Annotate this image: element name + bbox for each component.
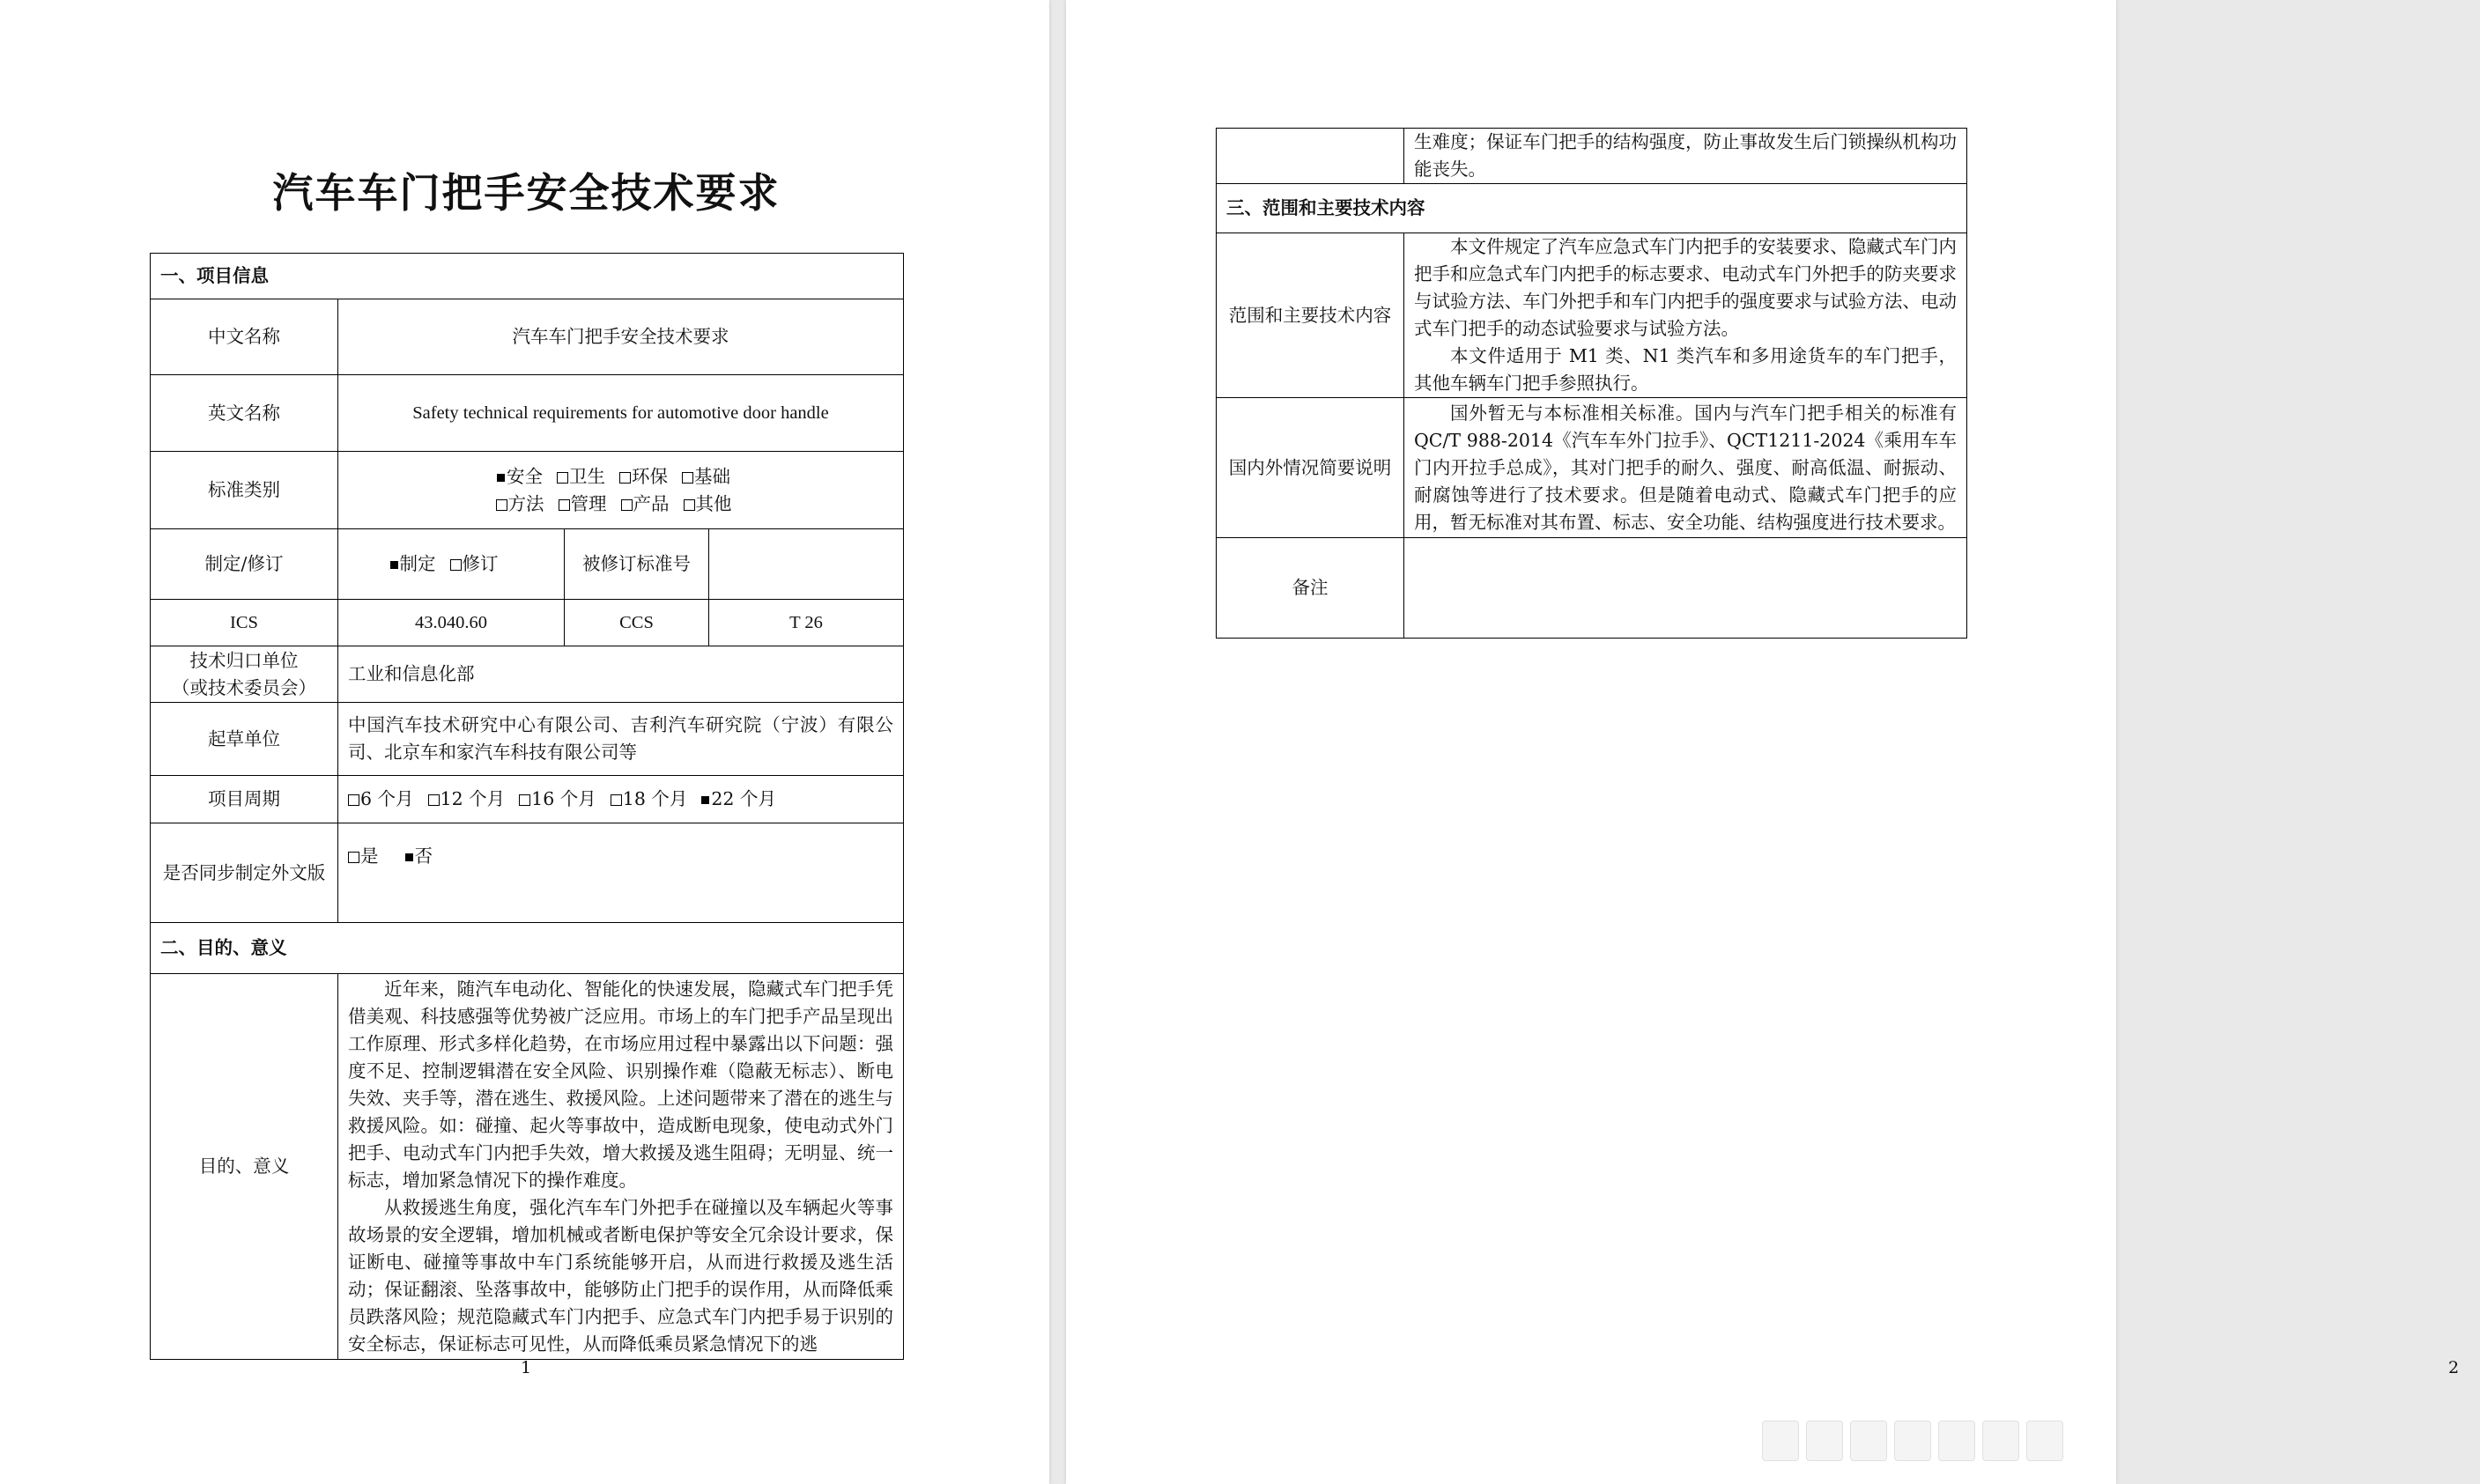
status-label: 国内外情况简要说明 [1217,398,1404,538]
category-option[interactable] [621,493,670,514]
revised-std-label: 被修订标准号 [565,529,709,600]
period-option-label: 22 个月 [711,788,776,809]
thumbnail[interactable] [1982,1421,2019,1461]
unchecked-box-icon[interactable] [619,472,631,484]
ics-value: 43.040.60 [338,600,565,646]
revise-option-label: 制定 [399,553,436,574]
tech-unit-value: 工业和信息化部 [338,646,904,703]
thumbnail[interactable] [1762,1421,1799,1461]
continuation-paragraph: 生难度；保证车门把手的结构强度，防止事故发生后门锁操纵机构功能丧失。 [1414,131,1957,180]
status-text [1404,398,1967,538]
foreign-version-options [338,823,904,923]
ics-label: ICS [151,600,338,646]
tech-unit-label-line2: （或技术委员会） [172,676,316,698]
category-option[interactable] [559,493,607,514]
cn-name-label: 中文名称 [151,299,338,375]
scope-text [1404,233,1967,398]
period-option-label: 16 个月 [531,788,596,809]
thumbnail[interactable] [1894,1421,1931,1461]
document-page-1 [0,0,1049,1484]
category-option-label: 卫生 [569,465,605,487]
unchecked-box-icon[interactable] [682,472,693,484]
category-option[interactable] [557,466,605,487]
scope-label: 范围和主要技术内容 [1217,233,1404,398]
document-title: 汽车车门把手安全技术要求 [272,169,781,217]
period-option[interactable] [348,788,414,809]
status-paragraph: 国外暂无与本标准相关标准。国内与汽车门把手相关的标准有 QC/T 988-2014《汽车车外门拉手》、QCT1211-2024《乘用车车门内开拉手总成》，其对门把手的耐久、强度、耐高低温、耐振动、耐腐蚀等进行了技术要求。但是随着电动式、隐藏式车门把手的应用，暂无标准对其布置、标志、安全功能、结构强度进行技术要求。 [1414,402,1957,533]
checked-box-icon[interactable] [497,474,505,482]
unchecked-box-icon[interactable] [348,794,359,806]
continuation-label-cell [1217,129,1404,184]
en-name-value: Safety technical requirements for automotive door handle [338,375,904,452]
thumbnail[interactable] [2026,1421,2063,1461]
period-option[interactable] [428,788,506,809]
page-number: 1 [520,1358,532,1377]
remarks-label: 备注 [1217,538,1404,639]
category-option[interactable] [682,466,730,487]
foreign-version-option[interactable] [405,845,433,867]
unchecked-box-icon[interactable] [348,852,359,863]
purpose-paragraph: 从救援逃生角度，强化汽车车门外把手在碰撞以及车辆起火等事故场景的安全逻辑，增加机械或者断电保护等安全冗余设计要求，保证断电、碰撞等事故中车门系统能够开启，从而进行救援及逃生活动；保证翻滚、坠落事故中，能够防止门把手的误作用，从而降低乘员跌落风险；规范隐藏式车门内把手、应急式车门内把手易于识别的安全标志，保证标志可见性，从而降低乘员紧急情况下的逃 [348,1197,893,1355]
scope-paragraph: 本文件适用于 M1 类、N1 类汽车和多用途货车的车门把手，其他车辆车门把手参照执行。 [1414,345,1957,394]
cn-name-value: 汽车车门把手安全技术要求 [338,299,904,375]
period-options [338,776,904,823]
revise-options [338,529,565,600]
category-option-label: 基础 [694,465,730,487]
checked-box-icon[interactable] [701,796,709,804]
revise-option[interactable] [390,553,436,574]
period-label: 项目周期 [151,776,338,823]
ccs-value: T 26 [709,600,904,646]
foreign-version-option[interactable] [348,845,379,867]
revised-std-value [709,529,904,600]
period-option[interactable] [701,788,776,809]
page-number: 2 [2447,1358,2460,1377]
scope-table [1216,128,1967,639]
category-option[interactable] [496,493,544,514]
drafter-value: 中国汽车技术研究中心有限公司、吉利汽车研究院（宁波）有限公司、北京车和家汽车科技有限公司等 [338,703,904,776]
unchecked-box-icon[interactable] [621,499,633,511]
category-option-label: 产品 [633,492,670,514]
category-option[interactable] [684,493,732,514]
purpose-text [338,974,904,1360]
unchecked-box-icon[interactable] [557,472,568,484]
category-option[interactable] [619,466,668,487]
period-option[interactable] [611,788,688,809]
period-option-label: 12 个月 [440,788,506,809]
section-scope: 三、范围和主要技术内容 [1217,184,1967,233]
category-option-label: 方法 [507,492,544,514]
period-option-label: 18 个月 [622,788,688,809]
revise-label: 制定/修订 [151,529,338,600]
section-purpose: 二、目的、意义 [151,923,904,974]
category-options [338,452,904,529]
ccs-label: CCS [565,600,709,646]
unchecked-box-icon[interactable] [684,499,695,511]
category-option-label: 安全 [507,465,543,487]
foreign-version-option-label: 否 [414,845,433,867]
thumbnail[interactable] [1938,1421,1975,1461]
tech-unit-label-line1: 技术归口单位 [189,649,299,671]
project-info-table [150,253,904,1360]
category-option[interactable] [497,466,543,487]
tech-unit-label [151,646,338,703]
unchecked-box-icon[interactable] [519,794,530,806]
scope-paragraph: 本文件规定了汽车应急式车门内把手的安装要求、隐藏式车门内把手和应急式车门内把手的标志要求、电动式车门外把手的防夹要求与试验方法、车门外把手和车门内把手的强度要求与试验方法、电动式车门把手的动态试验要求与试验方法。 [1414,236,1957,339]
category-options-row-2 [348,491,893,518]
category-options-row-1 [348,463,893,491]
en-name-label: 英文名称 [151,375,338,452]
checked-box-icon[interactable] [405,853,413,861]
period-option-label: 6 个月 [360,788,414,809]
category-option-label: 其他 [695,492,732,514]
checked-box-icon[interactable] [390,561,398,569]
category-option-label: 管理 [570,492,607,514]
document-page-2 [1066,0,2460,1484]
thumbnail[interactable] [1806,1421,1843,1461]
thumbnail[interactable] [1850,1421,1887,1461]
continuation-text [1404,129,1967,184]
revise-option-label: 修订 [462,553,499,574]
foreign-version-label: 是否同步制定外文版 [151,823,338,923]
foreign-version-option-label: 是 [360,845,379,867]
section-project-info: 一、项目信息 [151,254,904,299]
unchecked-box-icon[interactable] [559,499,570,511]
purpose-paragraph: 近年来，随汽车电动化、智能化的快速发展，隐藏式车门把手凭借美观、科技感强等优势被广泛应用。市场上的车门把手产品呈现出工作原理、形式多样化趋势，在市场应用过程中暴露出以下问题：强度不足、控制逻辑潜在安全风险、识别操作难（隐蔽无标志）、断电失效、夹手等，潜在逃生、救援风险。上述问题带来了潜在的逃生与救援风险。如：碰撞、起火等事故中，造成断电现象，使电动式外门把手、电动式车门内把手失效，增大救援及逃生阻碍；无明显、统一标志，增加紧急情况下的操作难度。 [348,978,893,1191]
category-option-label: 环保 [632,465,668,487]
unchecked-box-icon[interactable] [450,559,462,571]
purpose-label: 目的、意义 [151,974,338,1360]
page-thumbnail-strip[interactable] [1762,1420,2099,1462]
revise-option[interactable] [450,553,499,574]
category-label: 标准类别 [151,452,338,529]
unchecked-box-icon[interactable] [428,794,440,806]
unchecked-box-icon[interactable] [496,499,507,511]
unchecked-box-icon[interactable] [611,794,622,806]
remarks-value [1404,538,1967,639]
period-option[interactable] [519,788,596,809]
drafter-label: 起草单位 [151,703,338,776]
